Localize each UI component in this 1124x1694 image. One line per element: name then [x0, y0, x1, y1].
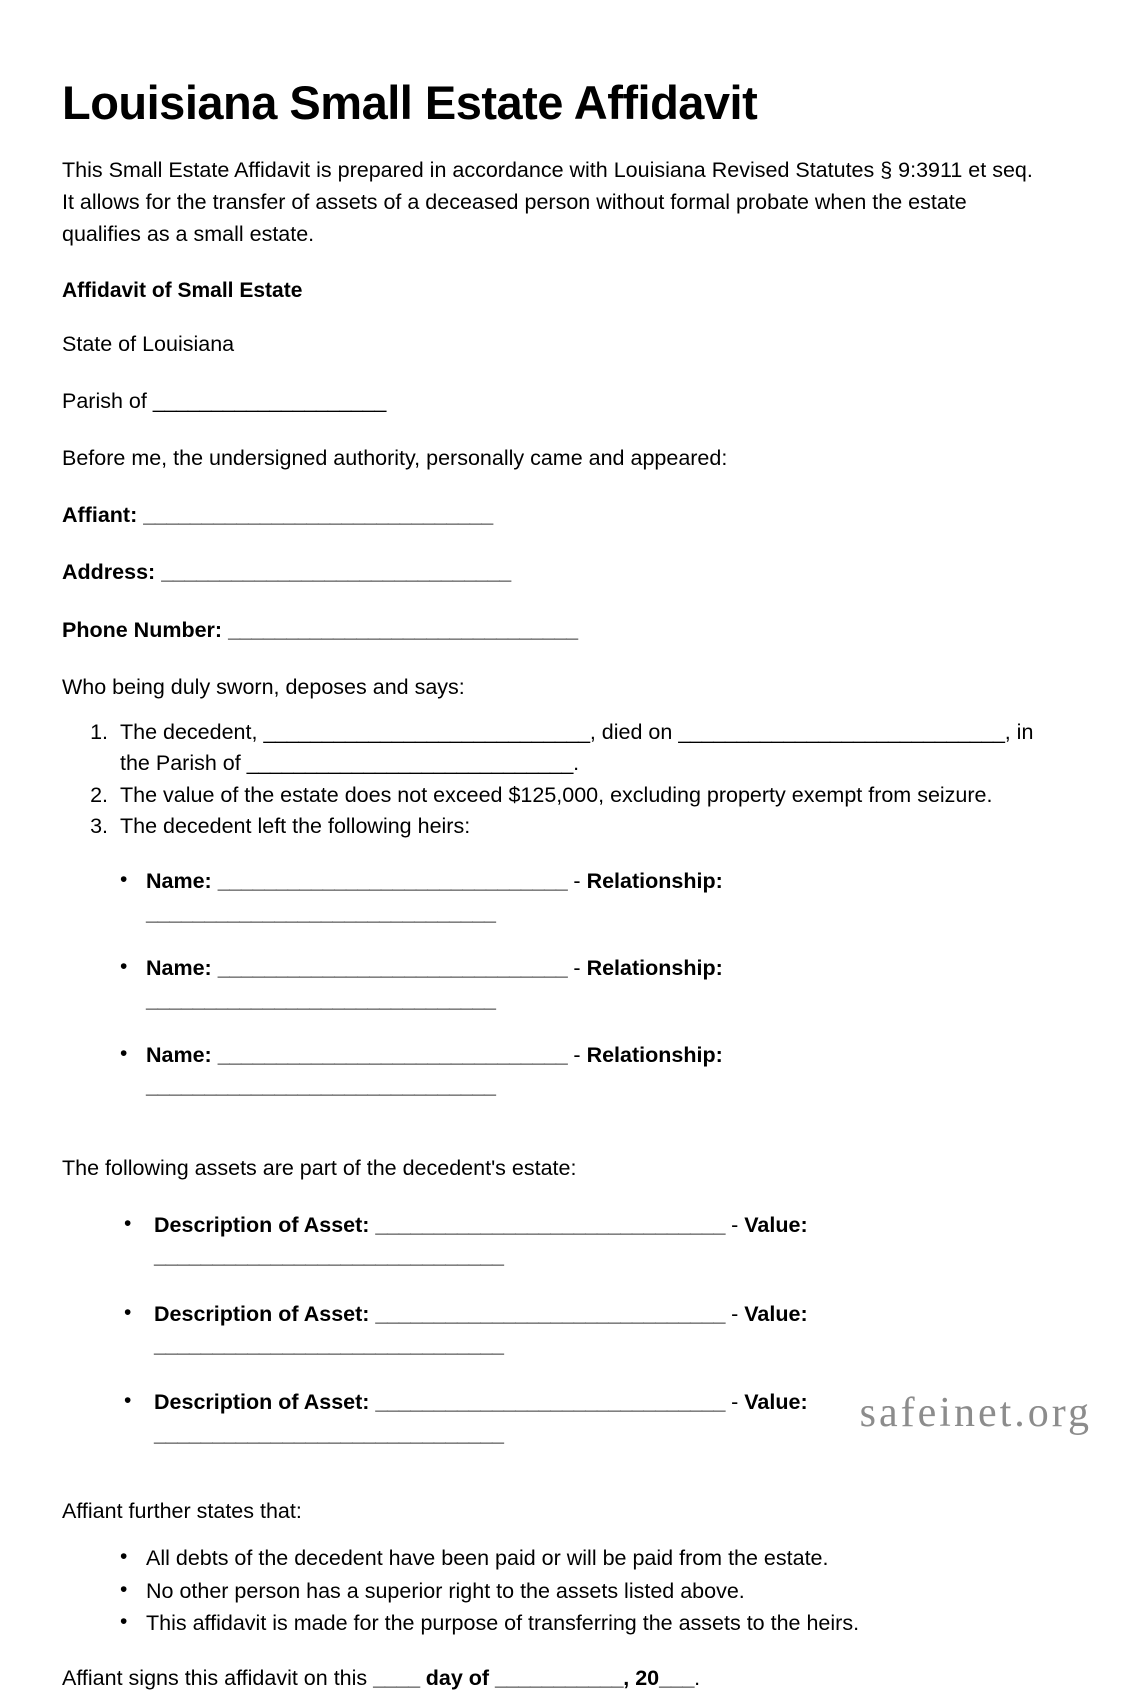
heir-name-label: Name:: [146, 869, 212, 894]
asset-value-label: Value:: [744, 1212, 808, 1237]
list-item: 2. The value of the estate does not exceed $125,000, excluding property exempt from seizure.: [114, 780, 1047, 811]
heir-name-blank[interactable]: ______________________________: [217, 1042, 568, 1067]
further-states-list: [62, 1545, 1047, 1637]
field-address: [62, 531, 1047, 588]
section-heading: Affidavit of Small Estate: [62, 278, 303, 302]
heir-relationship-label: Relationship:: [586, 1042, 723, 1067]
list-item: • No other person has a superior right to the assets listed above.: [116, 1578, 1047, 1605]
asset-value-blank[interactable]: ______________________________: [154, 1244, 504, 1269]
heirs-list: [62, 866, 1047, 1102]
field-address-blank[interactable]: ______________________________: [161, 560, 511, 585]
heir-name-blank[interactable]: ______________________________: [217, 956, 568, 981]
decedent-death-date-blank[interactable]: ____________________________: [678, 719, 1005, 744]
heir-relationship-blank[interactable]: ______________________________: [146, 900, 496, 925]
parish-label: Parish of: [62, 388, 153, 413]
field-phone-number-label: Phone Number:: [62, 617, 223, 642]
state-line: State of Louisiana: [62, 331, 235, 356]
heir-relationship-label: Relationship:: [586, 869, 723, 894]
heir-name-label: Name:: [146, 956, 212, 981]
decedent-parish-blank[interactable]: ____________________________: [246, 751, 574, 776]
asset-value-blank[interactable]: ______________________________: [154, 1421, 504, 1446]
site-watermark: safeinet.org: [859, 1390, 1092, 1436]
asset-value-label: Value:: [744, 1301, 808, 1326]
field-phone-number: [62, 589, 1047, 646]
field-address-label: Address:: [62, 560, 156, 585]
decedent-part2: , died on: [589, 719, 679, 744]
list-item: [114, 717, 1047, 780]
asset-separator: -: [731, 1212, 739, 1237]
signature-suffix: .: [694, 1666, 701, 1691]
heir-separator: -: [573, 956, 581, 981]
list-item: [120, 1210, 1047, 1273]
asset-desc-blank[interactable]: ______________________________: [375, 1212, 726, 1237]
list-item: [116, 953, 1047, 1016]
page-title: Louisiana Small Estate Affidavit: [62, 76, 758, 129]
asset-desc-blank[interactable]: ______________________________: [375, 1301, 726, 1326]
parish-line: [62, 360, 1047, 417]
list-item: [120, 1299, 1047, 1362]
signature-day-of-label: day of: [419, 1666, 496, 1691]
field-affiant-label: Affiant:: [62, 503, 138, 528]
document-page: [62, 0, 1047, 1691]
signature-month-blank[interactable]: ___________: [495, 1666, 624, 1691]
decedent-part1: The decedent,: [120, 719, 264, 744]
heir-separator: -: [573, 1042, 581, 1067]
heir-relationship-label: Relationship:: [586, 956, 723, 981]
heir-name-label: Name:: [146, 1042, 212, 1067]
list-item: [116, 866, 1047, 929]
list-item: • All debts of the decedent have been paid or will be paid from the estate.: [116, 1545, 1047, 1572]
decedent-part4: .: [573, 751, 580, 776]
signature-prefix: Affiant signs this affidavit on this: [62, 1666, 374, 1691]
field-phone-number-blank[interactable]: ______________________________: [228, 617, 578, 642]
appearance-line: Before me, the undersigned authority, personally came and appeared:: [62, 446, 728, 471]
asset-desc-label: Description of Asset:: [154, 1301, 370, 1326]
heir-relationship-blank[interactable]: ______________________________: [146, 1074, 496, 1099]
signature-date-line: [62, 1637, 1047, 1694]
asset-separator: -: [731, 1390, 739, 1415]
asset-desc-label: Description of Asset:: [154, 1390, 370, 1415]
asset-separator: -: [731, 1301, 739, 1326]
signature-year-prefix: , 20: [623, 1666, 660, 1691]
assets-intro: The following assets are part of the decedent's estate:: [62, 1155, 577, 1180]
parish-blank[interactable]: ____________________: [152, 388, 386, 413]
heir-separator: -: [573, 869, 581, 894]
further-states-intro: Affiant further states that:: [62, 1499, 302, 1524]
sworn-statements-list: [62, 703, 1047, 843]
list-item: [116, 1040, 1047, 1103]
field-affiant: [62, 474, 1047, 531]
sworn-line: Who being duly sworn, deposes and says:: [62, 674, 465, 699]
intro-paragraph: This Small Estate Affidavit is prepared in accordance with Louisiana Revised Statutes § 9:3911 et seq. It allows for the transfer of assets of a deceased person without formal probate when the estate qualifies as a small estate.: [62, 158, 1033, 246]
list-item: 3. The decedent left the following heirs:: [114, 811, 1047, 842]
signature-day-blank[interactable]: ____: [373, 1666, 420, 1691]
signature-year-blank[interactable]: ___: [659, 1666, 695, 1691]
asset-desc-label: Description of Asset:: [154, 1212, 370, 1237]
asset-value-label: Value:: [744, 1390, 808, 1415]
asset-desc-blank[interactable]: ______________________________: [375, 1390, 726, 1415]
heir-relationship-blank[interactable]: ______________________________: [146, 987, 496, 1012]
decedent-name-blank[interactable]: ____________________________: [263, 719, 590, 744]
list-item: • This affidavit is made for the purpose of transferring the assets to the heirs.: [116, 1610, 1047, 1637]
heir-name-blank[interactable]: ______________________________: [217, 869, 568, 894]
asset-value-blank[interactable]: ______________________________: [154, 1333, 504, 1358]
field-affiant-blank[interactable]: ______________________________: [143, 503, 493, 528]
decedent-part3: , in the Parish of: [120, 719, 1034, 776]
